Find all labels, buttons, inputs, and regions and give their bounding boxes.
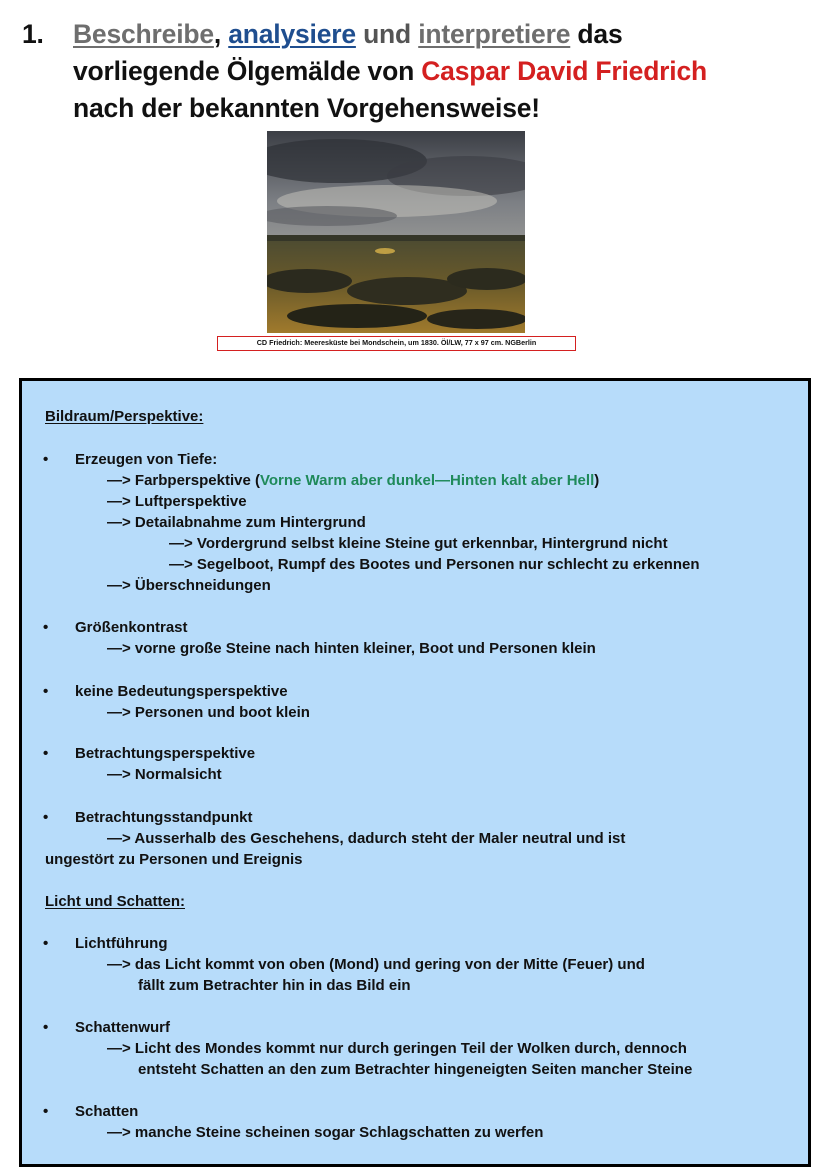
- item-title-schatten: Schatten: [75, 1103, 139, 1120]
- task-number: 1.: [22, 19, 44, 49]
- list-item: —> vorne große Steine nach hinten kleiner, Boot und Personen klein: [107, 640, 596, 657]
- word-und: und: [363, 19, 412, 49]
- item-title-schattenwurf: Schattenwurf: [75, 1019, 171, 1036]
- line2-text: vorliegende Ölgemälde von: [73, 56, 415, 86]
- item-title-groessen: Größenkontrast: [75, 619, 188, 636]
- painting-image: [267, 131, 525, 333]
- list-item: —> Licht des Mondes kommt nur durch geringen Teil der Wolken durch, dennoch: [107, 1040, 687, 1057]
- farbperspektive-note: Vorne Warm aber dunkel—Hinten kalt aber Hell: [259, 472, 595, 489]
- bullet: •: [43, 451, 49, 468]
- word-das: das: [577, 19, 623, 49]
- bullet: •: [43, 619, 49, 636]
- list-item: —> Vordergrund selbst kleine Steine gut erkennbar, Hintergrund nicht: [169, 535, 668, 552]
- list-item: —> Segelboot, Rumpf des Bootes und Personen nur schlecht zu erkennen: [169, 556, 700, 573]
- notes-box: [19, 378, 811, 1167]
- bullet: •: [43, 809, 49, 826]
- painter-name: Caspar David Friedrich: [421, 56, 707, 86]
- line3-text: nach der bekannten Vorgehensweise!: [73, 93, 540, 123]
- list-item: —> das Licht kommt von oben (Mond) und gering von der Mitte (Feuer) und: [107, 956, 645, 973]
- list-item: —> Personen und boot klein: [107, 704, 310, 721]
- item-title-tiefe: Erzeugen von Tiefe:: [75, 451, 218, 468]
- section-heading-licht: Licht und Schatten:: [45, 893, 185, 910]
- bullet: •: [43, 935, 49, 952]
- list-item: —> Überschneidungen: [107, 577, 271, 594]
- keyword-interpretiere: interpretiere: [418, 19, 571, 49]
- list-item: —> Farbperspektive (Vorne Warm aber dunkel—Hinten kalt aber Hell): [107, 472, 600, 489]
- bullet: •: [43, 745, 49, 762]
- bullet: •: [43, 683, 49, 700]
- bullet: •: [43, 1019, 49, 1036]
- comma: ,: [213, 19, 222, 49]
- list-item: fällt zum Betrachter hin in das Bild ein: [138, 977, 411, 994]
- painting-caption: CD Friedrich: Meeresküste bei Mondschein, um 1830. Öl/LW, 77 x 97 cm. NGBerlin: [217, 336, 576, 351]
- list-item: —> Normalsicht: [107, 766, 222, 783]
- list-item: —> Detailabnahme zum Hintergrund: [107, 514, 366, 531]
- list-item: —> Ausserhalb des Geschehens, dadurch steht der Maler neutral und ist: [107, 830, 626, 847]
- bullet: •: [43, 1103, 49, 1120]
- item-title-betrachtungsstandpunkt: Betrachtungsstandpunkt: [75, 809, 253, 826]
- keyword-beschreibe: Beschreibe: [73, 19, 214, 49]
- item-title-betrachtungsperspektive: Betrachtungsperspektive: [75, 745, 256, 762]
- item-title-lichtfuehrung: Lichtführung: [75, 935, 168, 952]
- task-heading: [22, 16, 822, 127]
- section-heading-perspektive: Bildraum/Perspektive:: [45, 408, 204, 425]
- item-title-bedeutung: keine Bedeutungsperspektive: [75, 683, 288, 700]
- list-item: entsteht Schatten an den zum Betrachter hingeneigten Seiten mancher Steine: [138, 1061, 693, 1078]
- list-item: —> manche Steine scheinen sogar Schlagschatten zu werfen: [107, 1124, 544, 1141]
- list-item: ungestört zu Personen und Ereignis: [45, 851, 303, 868]
- list-item: —> Luftperspektive: [107, 493, 247, 510]
- task-text: [73, 16, 822, 127]
- keyword-analysiere: analysiere: [228, 19, 356, 49]
